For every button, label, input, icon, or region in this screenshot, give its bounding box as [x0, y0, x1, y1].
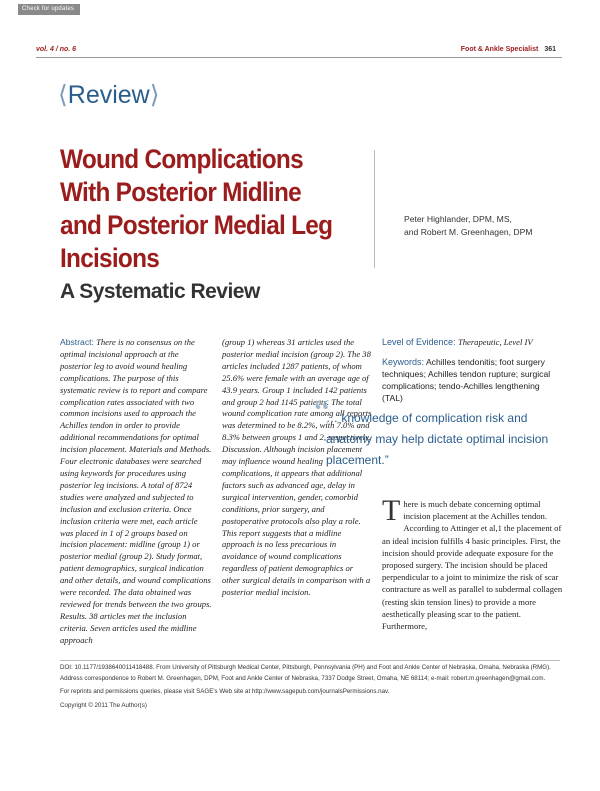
keywords-value: Achilles tendonitis; foot surgery techniques; Achilles tendon rupture; surgical complications; tendo-Achilles lengthening (TAL): [382, 356, 551, 403]
footer-rule: [60, 660, 560, 661]
keywords-label: Keywords:: [382, 356, 425, 367]
evidence-label: Level of Evidence:: [382, 337, 456, 347]
right-angle-icon: ⟩: [149, 81, 160, 109]
pull-quote: [314, 392, 564, 471]
article-title: Wound Complications With Posterior Midline and Posterior Medial Leg Incisions: [60, 144, 333, 273]
header-rule: [36, 57, 562, 58]
author-block: [404, 213, 564, 238]
section-label: [58, 80, 160, 110]
left-angle-icon: ⟨: [58, 81, 68, 109]
level-of-evidence: [382, 337, 560, 349]
check-updates-badge[interactable]: Check for updates: [18, 4, 80, 15]
evidence-value: Therapeutic, Level IV: [457, 337, 533, 347]
doi-affiliation: DOI: 10.1177/1938640011418488. From University of Pittsburgh Medical Center, Pittsburgh, Pennsylvania (PH) and Foot and Ankle Center of Nebraska, Omaha, Nebraska (RMG). Address correspondence to Robert M. Greenhagen, DPM, Foot and Ankle Center of Nebraska, 7337 Dodge Street, Omaha, NE 68114; e-mail: robert.m.greenhagen@gmail.com.: [60, 664, 551, 682]
pull-quote-text: … knowledge of complication risk and anatomy may help dictate optimal incision placement.”: [326, 411, 549, 467]
drop-cap: T: [382, 494, 401, 527]
keywords: [382, 357, 560, 405]
running-header: [461, 46, 556, 53]
abstract-column-1: [60, 337, 212, 647]
intro-paragraph: [382, 494, 564, 632]
volume-issue: vol. 4 / no. 6: [36, 46, 77, 53]
page-number: 361: [544, 46, 556, 53]
abstract-label: Abstract:: [60, 337, 94, 347]
copyright: Copyright © 2011 The Author(s): [60, 701, 147, 709]
section-label-text: Review: [67, 81, 150, 109]
title-divider: [374, 150, 375, 268]
author-line-1: Peter Highlander, DPM, MS,: [404, 214, 512, 224]
reprints-note: For reprints and permissions queries, please visit SAGE's Web site at http://www.sagepub.com/journalsPermissions.nav.: [60, 688, 390, 695]
metadata-column: [382, 337, 560, 405]
abstract-text-2: (group 1) whereas 31 articles used the posterior medial incision (group 2). The 38 articles included 1287 patients, of whom 25.6% were female with an average age of 43.9 years. Group 1 included 142 patients and group 2 had 1145 patients. The total wound complication rate among all reports was determined to be 8.2%, with 7.0% and 8.3% between groups 1 and 2, respectively. Discussion. Although incision placement may influence wound healing complications, it appears that additional factors such as advanced age, delay in surgical intervention, gender, comorbid conditions, prior surgery, and postoperative protocols also play a role. This report suggests that a midline approach is no less precarious in avoidance of wound complications regardless of patient demographics or other surgical details in comparison with a posterior medial incision.: [222, 337, 372, 598]
intro-text: here is much debate concerning optimal incision placement at the Achilles tendon. According to Attinger et al,1 the placement of an ideal incision fulfills 4 basic principles. First, the incision should provide adequate exposure for the proposed surgery. The incision should be placed perpendicular to a joint to minimize the risk of scar contracture as well as parallel to subdermal collagen (resting skin tension lines) to provide a more aesthetically pleasing scar to the patient. Furthermore,: [382, 499, 563, 632]
journal-name: Foot & Ankle Specialist: [460, 46, 539, 53]
author-line-2: and Robert M. Greenhagen, DPM: [404, 226, 533, 237]
abstract-text-1: There is no consensus on the optimal incisional approach at the posterior leg to avoid wound healing complications. The purpose of this systematic review is to report and compare complication rates associated with two common incisions used to approach the Achilles tendon in order to provide additional recommendations for optimal incision placement. Materials and Methods. Four electronic databases were searched using keywords for procedures using posterior leg incisions. A total of 8724 studies were analyzed and subjected to inclusion and exclusion criteria. Once inclusion criteria were met, each article was placed in 1 of 2 groups based on incision placement: midline (group 1) or posterior medial (group 2). Study format, patient demographics, surgical indication and other details, and wound complications were recorded. The data obtained was reviewed for trends between the two groups. Results. 38 articles met the inclusion criteria. Seven articles used the midline approach: [60, 337, 212, 645]
open-quote-icon: “: [314, 392, 330, 432]
article-subtitle: A Systematic Review: [60, 280, 260, 303]
footer-notes: [60, 663, 560, 714]
